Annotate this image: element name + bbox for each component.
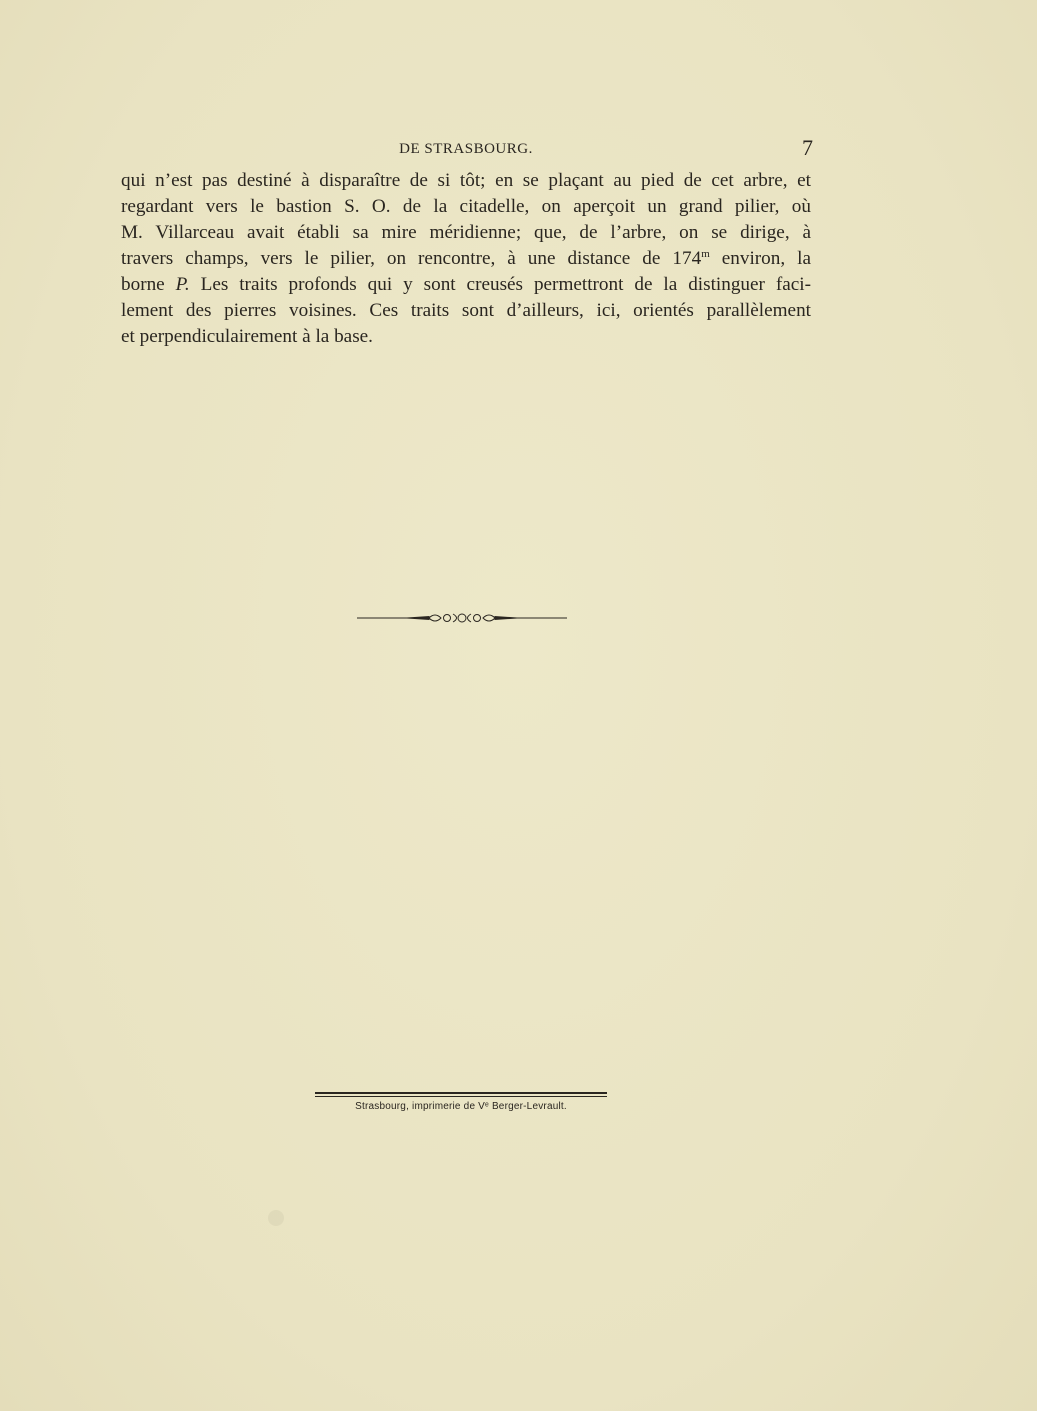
page-number: 7 <box>802 135 813 160</box>
text-line-5 <box>121 272 811 298</box>
borne-letter: P. <box>175 274 190 295</box>
imprint-rule-thick <box>315 1092 607 1094</box>
text-line-2: regardant vers le bastion S. O. de la citadelle, on aperçoit un grand pilier, où <box>121 196 811 217</box>
distance-value: 174 <box>672 248 702 269</box>
running-head <box>121 137 811 163</box>
text-line-4-head: travers champs, vers le pilier, on rencontre, à une distance de <box>121 248 673 269</box>
imprint-text: Strasbourg, imprimerie de Vᵉ Berger-Levrault. <box>355 1101 567 1112</box>
ornament-divider <box>357 608 567 628</box>
text-line-4-tail: environ, la <box>709 248 811 269</box>
text-line-1: qui n’est pas destiné à disparaître de si tôt; en se plaçant au pied de cet arbre, et <box>121 170 811 191</box>
text-line-4 <box>121 246 811 272</box>
imprint-rule-thin <box>315 1096 607 1097</box>
running-title: DE STRASBOURG. <box>399 141 533 157</box>
text-line-3: M. Villarceau avait établi sa mire méridienne; que, de l’arbre, on se dirige, à <box>121 222 811 243</box>
text-line-5-head: borne <box>121 274 176 295</box>
text-line-7: et perpendiculairement à la base. <box>121 326 373 347</box>
paper-smudge <box>268 1210 284 1226</box>
distance-unit: m <box>701 248 710 260</box>
body-paragraph <box>121 168 811 350</box>
text-line-6: lement des pierres voisines. Ces traits sont d’ailleurs, ici, orientés parallèlement <box>121 300 811 321</box>
text-line-5-tail: Les traits profonds qui y sont creusés permettront de la distinguer faci- <box>189 274 812 295</box>
